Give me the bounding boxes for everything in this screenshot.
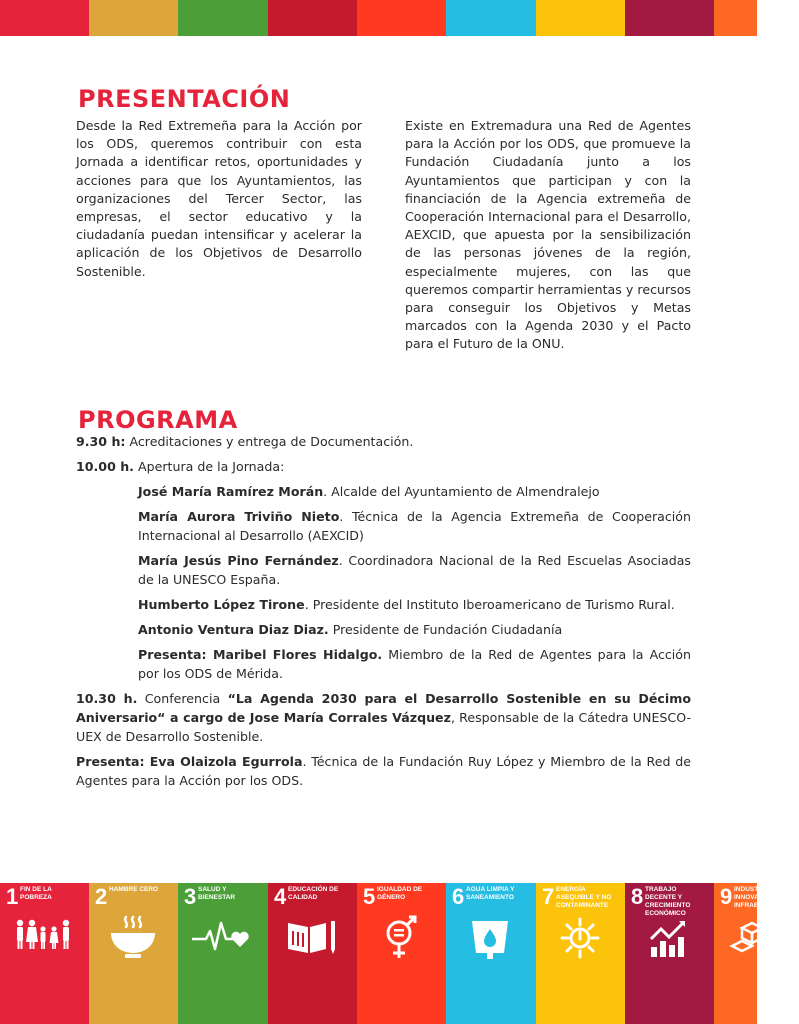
sdg-tile-7 [536, 883, 625, 1024]
speaker-name: Humberto López Tirone [138, 597, 305, 612]
sdg-title: SALUD Y BIENESTAR [198, 886, 236, 901]
programa-time: 10.30 h. [76, 691, 138, 706]
sdg-tile-3 [178, 883, 268, 1024]
book-pencil-icon [280, 911, 344, 963]
speaker-role: Miembro de la Red de Agentes para la Acción por los ODS de Mérida. [138, 647, 691, 681]
programa-text: , Responsable de la Cátedra UNESCO-UEX de Desarrollo Sostenible. [76, 710, 691, 744]
speaker-entry [76, 482, 691, 501]
band-segment [625, 0, 714, 36]
bowl-icon [101, 911, 165, 963]
presentacion-right-column [405, 117, 691, 354]
speaker-name: María Aurora Triviño Nieto [138, 509, 340, 524]
sdg-tiles-strip [0, 883, 799, 1024]
speaker-name: María Jesús Pino Fernández [138, 553, 339, 568]
sdg-tile-5 [357, 883, 446, 1024]
programa-item [76, 457, 691, 476]
presentacion-left-paragraph: Desde la Red Extremeña para la Acción por los ODS, queremos contribuir con esta Jornada a identificar retos, oportunidades y acciones para que los Ayuntamientos, las organizaciones del Tercer Sector, las empresas, el sector educativo y la ciudadanía puedan intensificar y acelerar la aplicación de los Objetivos de Desarrollo Sostenible. [76, 118, 362, 279]
speaker-name: Presenta: Maribel Flores Hidalgo. [138, 647, 383, 662]
sdg-title: FIN DE LA POBREZA [20, 886, 52, 901]
sdg-title: IGUALDAD DE GÉNERO [377, 886, 423, 901]
band-segment [536, 0, 625, 36]
sdg-tile-4 [268, 883, 357, 1024]
sdg-number: 9 [720, 884, 733, 909]
speaker-entry [76, 507, 691, 545]
heartbeat-icon [190, 911, 254, 963]
presenter-name: Presenta: Eva Olaizola Egurrola [76, 754, 303, 769]
band-segment [268, 0, 357, 36]
programa-text: . Técnica de la Fundación Ruy López y Miembro de la Red de Agentes para la Acción por los ODS. [76, 754, 691, 788]
speaker-name: Antonio Ventura Diaz Diaz. [138, 622, 329, 637]
speaker-entry [76, 620, 691, 639]
sdg-title: EDUCACIÓN DE CALIDAD [288, 886, 339, 901]
speaker-role: . Alcalde del Ayuntamiento de Almendralejo [323, 484, 600, 499]
speaker-role: Presidente de Fundación Ciudadanía [328, 622, 563, 637]
band-segment [178, 0, 268, 36]
programa-item [76, 689, 691, 746]
speaker-role: . Presidente del Instituto Iberoamericano de Turismo Rural. [304, 597, 675, 612]
sdg-tile-2 [89, 883, 178, 1024]
sdg-number: 5 [363, 884, 376, 909]
sdg-title: HAMBRE CERO [109, 886, 159, 893]
growth-chart-icon [637, 911, 701, 963]
band-segment [446, 0, 536, 36]
sdg-title: ENERGÍA ASEQUIBLE Y NO CONTAMINANTE [556, 886, 612, 909]
programa-heading: PROGRAMA [78, 406, 238, 434]
presentacion-right-paragraph: Existe en Extremadura una Red de Agentes para la Acción por los ODS, que promueve la Fundación Ciudadanía junto a los Ayuntamientos que participan y con la financiación de la Agencia extremeña de Cooperación Internacional para el Desarrollo, AEXCID, que apuesta por la sensibilización de las personas jóvenes de la región, especialmente mujeres, con las que queremos compartir herramientas y recursos para conseguir los Objetivos y Metas marcados con la Agenda 2030 y el Pacto para el Futuro de la ONU. [405, 118, 691, 352]
sdg-tile-9 [714, 883, 799, 1024]
sdg-number: 8 [631, 884, 644, 909]
speaker-entry [76, 551, 691, 589]
band-segment [89, 0, 178, 36]
sdg-number: 2 [95, 884, 108, 909]
programa-text: Acreditaciones y entrega de Documentación. [125, 434, 414, 449]
sdg-tile-6 [446, 883, 536, 1024]
conference-title: “La Agenda 2030 para el Desarrollo Sostenible en su Décimo Aniversario“ a cargo de Jose María Corrales Vázquez [76, 691, 691, 725]
band-segment [0, 0, 89, 36]
programa-list [76, 432, 691, 796]
programa-time: 9.30 h: [76, 434, 126, 449]
sdg-title: TRABAJO DECENTE Y CRECIMIENTO ECONÓMICO [645, 886, 691, 917]
sdg-number: 3 [184, 884, 197, 909]
band-segment [357, 0, 446, 36]
presentacion-left-column [76, 117, 362, 281]
programa-item [76, 432, 691, 451]
sdg-title: AGUA LIMPIA Y SANEAMIENTO [466, 886, 515, 901]
speaker-name: José María Ramírez Morán [138, 484, 324, 499]
sdg-number: 4 [274, 884, 287, 909]
gender-equality-icon [369, 911, 433, 963]
cubes-icon [726, 911, 790, 963]
speaker-entry [76, 645, 691, 683]
sdg-number: 6 [452, 884, 465, 909]
sdg-tile-1 [0, 883, 89, 1024]
programa-text: Apertura de la Jornada: [133, 459, 285, 474]
speaker-role: . Técnica de la Agencia Extremeña de Cooperación Internacional al Desarrollo (AEXCID) [138, 509, 691, 543]
band-segment [714, 0, 757, 36]
sun-power-icon [548, 911, 612, 963]
sdg-number: 7 [542, 884, 555, 909]
programa-item [76, 752, 691, 790]
programa-text: Conferencia [137, 691, 228, 706]
top-color-band [0, 0, 757, 36]
speaker-entry [76, 595, 691, 614]
speaker-role: . Coordinadora Nacional de la Red Escuelas Asociadas de la UNESCO España. [138, 553, 691, 587]
programa-time: 10.00 h. [76, 459, 134, 474]
water-drop-icon [458, 911, 522, 963]
sdg-number: 1 [6, 884, 19, 909]
sdg-title: INDUSTRIA, INNOVACIÓN E INFRAESTRUCTURA [734, 886, 799, 909]
sdg-tile-8 [625, 883, 714, 1024]
presentacion-heading: PRESENTACIÓN [78, 85, 291, 113]
people-family-icon [12, 911, 76, 963]
